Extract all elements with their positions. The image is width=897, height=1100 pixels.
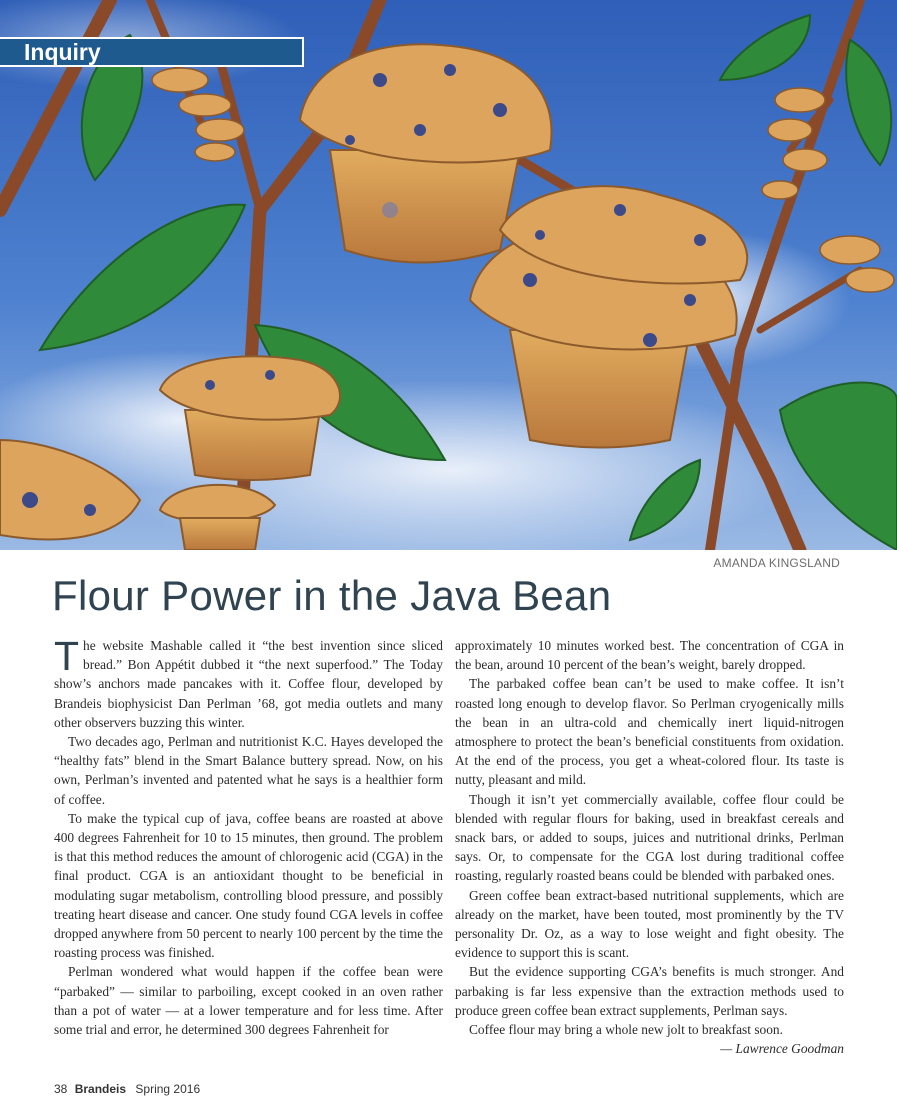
paragraph-text: he website Mashable called it “the best invention since sliced bread.” Bon Appétit dubbed it “the next superfood.” The Today show’s anchors made pancakes with it. Coffee flour, developed by Brandeis biophysicist Dan Perlman ’68, got media outlets and many other observers buzzing this winter. [54,638,443,730]
publication-name: Brandeis [74,1082,127,1096]
paragraph [54,633,443,732]
article-column-right [455,636,844,1058]
paragraph: Two decades ago, Perlman and nutritionist K.C. Hayes developed the “healthy fats” blend in the Smart Balance buttery spread. Now, on his own, Perlman’s invented and patented what he says is a healthier form of coffee. [54,734,443,807]
article-column-left [54,633,443,1039]
section-label: Inquiry [0,37,304,67]
page-number: 38 [54,1082,68,1096]
issue-date: Spring 2016 [135,1082,201,1096]
paragraph: To make the typical cup of java, coffee beans are roasted at above 400 degrees Fahrenheit for 10 to 15 minutes, then ground. The problem is that this method reduces the amount of chlorogenic acid (CGA) in the final product. CGA is an antioxidant thought to be beneficial in modulating sugar metabolism, controlling blood pressure, and possibly treating heart disease and cancer. One study found CGA levels in coffee dropped anywhere from 50 percent to nearly 100 percent by the time the roasting process was finished. [54,810,443,961]
article-title: Flour Power in the Java Bean [52,572,612,619]
photo-credit: AMANDA KINGSLAND [713,556,840,570]
byline: — Lawrence Goodman [720,1041,844,1057]
page-footer [54,1082,200,1096]
paragraph: The parbaked coffee bean can’t be used to make coffee. It isn’t roasted long enough to develop flavor. So Perlman cryogenically mills the bean in an ultra-cold and chemically inert liquid-nitrogen atmosphere to protect the bean’s beneficial constituents from oxidation. At the end of the process, you get a wheat-colored flour. Its taste is nutty, pleasant and mild. [455,676,844,788]
paragraph: Though it isn’t yet commercially available, coffee flour could be blended with regular flours for baking, used in breakfast cereals and snack bars, or added to soups, juices and nutritional drinks, Perlman says. Or, to compensate for the CGA lost during traditional coffee roasting, regularly roasted beans could be blended with parbaked ones. [455,791,844,884]
paragraph: Coffee flour may bring a whole new jolt to breakfast soon. [469,1022,783,1038]
paragraph: Green coffee bean extract-based nutritional supplements, which are already on the market, have been touted, most prominently by the TV personality Dr. Oz, as a way to lose weight and fight obesity. The evidence to support this is scant. [455,887,844,961]
paragraph: Perlman wondered what would happen if the coffee bean were “parbaked” — similar to parboiling, except cooked in an oven rather than a pot of water — at a lower temperature and for less time. After some trial and error, he determined 300 degrees Fahrenheit for [54,964,443,1038]
paragraph: But the evidence supporting CGA’s benefits is much stronger. And parbaking is far less expensive than the extraction methods used to produce green coffee bean extract supplements, Perlman says. [455,964,844,1018]
drop-cap: T [54,633,80,679]
paragraph: approximately 10 minutes worked best. The concentration of CGA in the bean, around 10 percent of the bean’s weight, barely dropped. [455,638,844,673]
